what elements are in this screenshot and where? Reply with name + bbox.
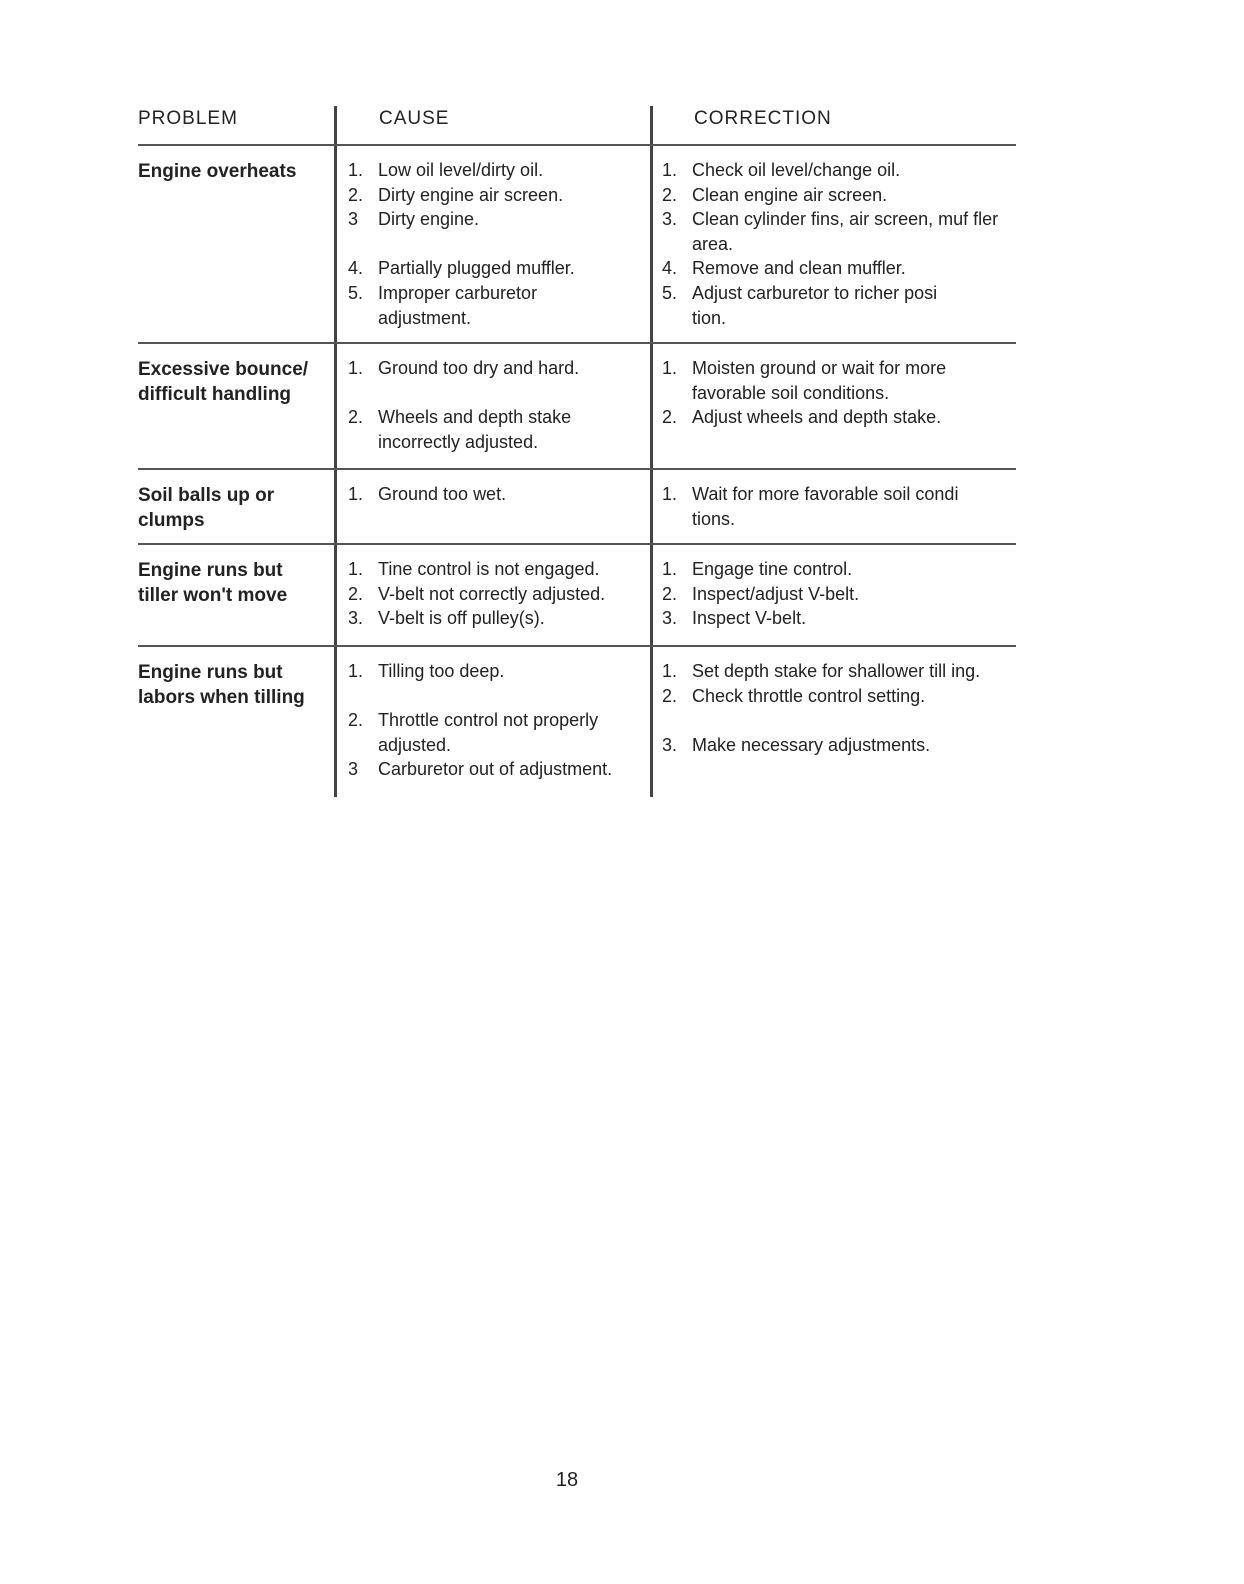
- column-divider: [334, 106, 337, 144]
- list-item: 3. Make necessary adjustments.: [662, 734, 931, 755]
- table-row: [138, 146, 1016, 344]
- table-row: [138, 344, 1016, 470]
- correction-cell: [662, 356, 1016, 430]
- list-item: 1. Tine control is not engaged.: [348, 559, 600, 579]
- problem-cell: Engine overheats: [138, 161, 297, 182]
- list-item: 1. Ground too wet.: [348, 484, 507, 504]
- list-item: 1. Check oil level/change oil.: [662, 160, 901, 180]
- column-divider: [650, 470, 653, 543]
- list-item: 3. Clean cylinder fins, air screen, muf fler area.: [662, 209, 999, 254]
- list-item: 2. Throttle control not properly adjusted.: [348, 710, 599, 755]
- column-divider: [650, 647, 653, 797]
- list-item: 2. Clean engine air screen.: [662, 184, 888, 205]
- list-item: 2. V-belt not correctly adjusted.: [348, 583, 606, 604]
- header-correction: CORRECTION: [694, 108, 832, 129]
- list-item: 3 Carburetor out of adjustment.: [348, 759, 613, 780]
- list-item: 2. Inspect/adjust V-belt.: [662, 583, 860, 604]
- list-item: 3. Inspect V-belt.: [662, 608, 807, 629]
- troubleshooting-table: [138, 104, 1016, 797]
- problem-cell: Engine runs but labors when tilling: [138, 662, 305, 708]
- cause-cell: [348, 557, 638, 631]
- list-item: 1. Ground too dry and hard.: [348, 358, 580, 378]
- list-item: 5. Improper carburetor adjustment.: [348, 282, 538, 328]
- column-divider: [334, 146, 337, 342]
- column-divider: [334, 344, 337, 468]
- correction-cell: [662, 659, 1016, 757]
- column-divider: [334, 545, 337, 645]
- problem-cell: Excessive bounce/ difficult handling: [138, 359, 309, 405]
- table-row: [138, 545, 1016, 647]
- cause-cell: [348, 482, 638, 507]
- problem-cell: Engine runs but tiller won't move: [138, 560, 288, 606]
- list-item: 4. Remove and clean muffler.: [662, 258, 906, 279]
- table-header: [138, 104, 1016, 146]
- header-cause: CAUSE: [379, 108, 450, 129]
- table-row: [138, 647, 1016, 797]
- column-divider: [650, 344, 653, 468]
- page-number: 18: [555, 1469, 579, 1491]
- list-item: 2. Dirty engine air screen.: [348, 184, 564, 205]
- column-divider: [334, 647, 337, 797]
- list-item: 1. Wait for more favorable soil condi tions.: [662, 484, 959, 529]
- correction-cell: [662, 158, 1016, 330]
- correction-cell: [662, 482, 1016, 531]
- correction-cell: [662, 557, 1016, 631]
- list-item: 2. Check throttle control setting.: [662, 685, 926, 706]
- cause-cell: [348, 659, 638, 782]
- list-item: 1. Tilling too deep.: [348, 661, 505, 681]
- list-item: 2. Adjust wheels and depth stake.: [662, 407, 942, 428]
- column-divider: [650, 106, 653, 144]
- list-item: 1. Low oil level/dirty oil.: [348, 160, 544, 180]
- column-divider: [650, 146, 653, 342]
- list-item: 2. Wheels and depth stake incorrectly adjusted.: [348, 407, 572, 452]
- list-item: 3. V-belt is off pulley(s).: [348, 608, 545, 629]
- cause-cell: [348, 356, 638, 454]
- cause-cell: [348, 158, 638, 330]
- column-divider: [334, 470, 337, 543]
- list-item: 1. Engage tine control.: [662, 559, 853, 579]
- table-row: [138, 470, 1016, 545]
- list-item: 3 Dirty engine.: [348, 209, 480, 230]
- header-problem: PROBLEM: [138, 108, 238, 129]
- list-item: 5. Adjust carburetor to richer posi tion.: [662, 282, 938, 328]
- problem-cell: Soil balls up or clumps: [138, 485, 275, 531]
- list-item: 4. Partially plugged muffler.: [348, 258, 575, 279]
- list-item: 1. Set depth stake for shallower till ing.: [662, 661, 981, 681]
- column-divider: [650, 545, 653, 645]
- list-item: 1. Moisten ground or wait for more favorable soil conditions.: [662, 358, 947, 403]
